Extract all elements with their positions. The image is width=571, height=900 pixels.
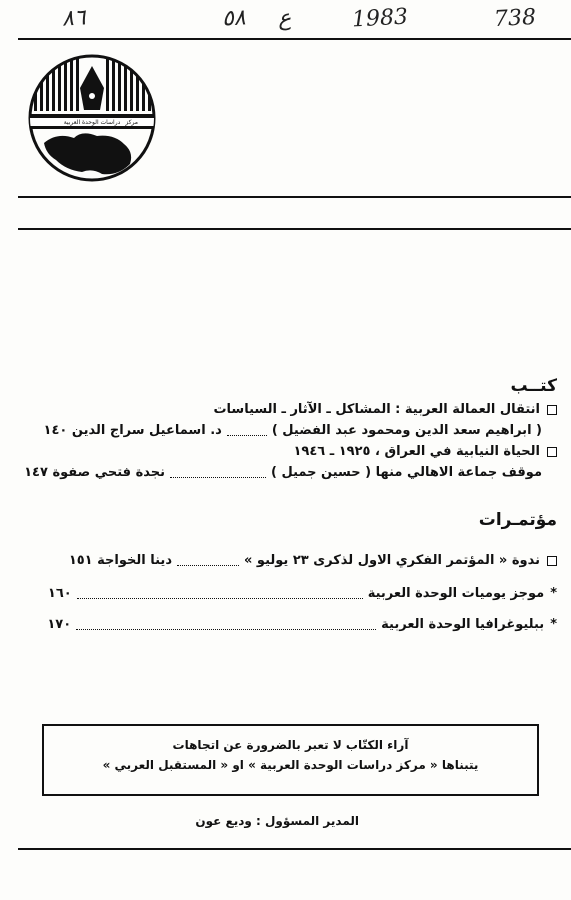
disclaimer-box — [42, 724, 539, 796]
book-reviewer: نجدة فتحي صفوة — [52, 465, 166, 480]
checkbox-icon — [547, 447, 557, 457]
leader-dots — [177, 556, 239, 566]
conference-title: ندوة « المؤتمر الفكري الاول لذكرى ٢٣ يوليو » — [244, 553, 540, 568]
book-item-2-title[interactable]: الحياة النيابية في العراق ، ١٩٢٥ ـ ١٩٤٦ — [293, 444, 557, 459]
extra-item-bibliography[interactable] — [47, 617, 557, 632]
disclaimer-line2: يتبناها « مركز دراسات الوحدة العربية » او « المستقبل العربي » — [102, 758, 479, 772]
extra-title: ببليوغرافيا الوحدة العربية — [381, 617, 545, 632]
logo-org-line2: دراسات الوحدة العربية — [63, 119, 121, 126]
top-rule — [18, 38, 571, 40]
book-item-2-details — [24, 465, 542, 480]
leader-dots — [77, 589, 363, 599]
conference-item[interactable] — [69, 553, 557, 568]
disclaimer-line1: آراء الكتّاب لا تعبر بالضرورة عن اتجاهات — [172, 738, 409, 752]
page-number: ١٤٠ — [43, 423, 68, 438]
center-logo — [22, 48, 162, 188]
bottom-rule — [18, 848, 571, 850]
leader-dots — [227, 426, 267, 436]
handwritten-note: ٨٦ — [61, 5, 87, 32]
book-reviewer: د. اسماعيل سراج الدين — [71, 423, 222, 438]
logo-org-line1: مركز — [125, 119, 138, 126]
director-credit: المدير المسؤول : وديع عون — [195, 814, 359, 828]
checkbox-icon — [547, 405, 557, 415]
handwritten-note: 738 — [493, 4, 537, 33]
asterisk-icon: * — [550, 586, 557, 601]
books-heading: كتــب — [510, 376, 557, 396]
page-number: ١٦٠ — [47, 586, 72, 601]
section-rule — [18, 228, 571, 230]
page-number: ١٥١ — [68, 553, 93, 568]
conference-reviewer: دينا الخواجة — [97, 553, 172, 568]
conferences-heading: مؤتمـرات — [478, 510, 557, 530]
page-number: ١٧٠ — [47, 617, 72, 632]
book-item-1-details — [44, 423, 542, 438]
extra-title: موجز يوميات الوحدة العربية — [367, 586, 545, 601]
leader-dots — [76, 620, 376, 630]
page-number: ١٤٧ — [24, 465, 48, 480]
checkbox-icon — [547, 556, 557, 566]
extra-item-chronology[interactable] — [48, 586, 557, 601]
asterisk-icon: * — [550, 617, 557, 632]
book-item-1-title[interactable]: انتقال العمالة العربية : المشاكل ـ الآثار ـ السياسات — [213, 402, 557, 417]
book-authors: موقف جماعة الاهالي منها ( حسين جميل ) — [271, 465, 542, 480]
handwritten-note: ٥٨ — [221, 5, 247, 32]
section-rule — [18, 196, 571, 198]
leader-dots — [170, 468, 266, 478]
handwritten-note: 1983 — [351, 4, 409, 33]
handwritten-note: ع — [277, 5, 292, 32]
book-authors: ( ابراهيم سعد الدين ومحمود عبد الفضيل ) — [271, 423, 542, 438]
